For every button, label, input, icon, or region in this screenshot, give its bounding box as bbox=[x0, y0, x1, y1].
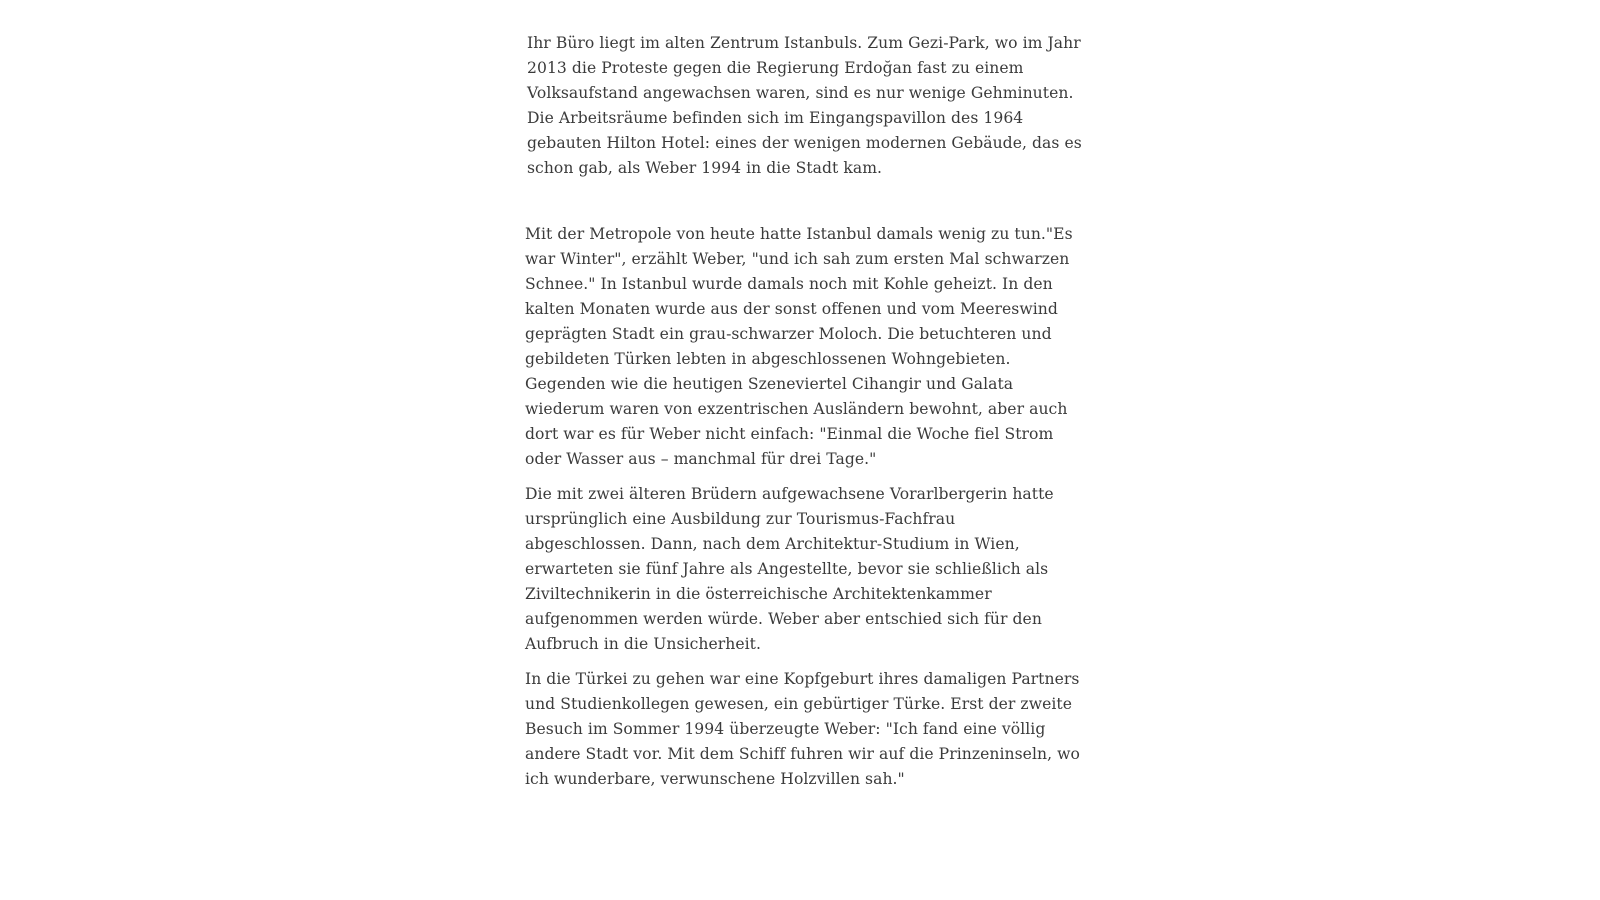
article-paragraph-3: Die mit zwei älteren Brüdern aufgewachsene Vorarlbergerin hatte ursprünglich eine Ausbildung zur Tourismus-Fachfrau abgeschlossen. Dann, nach dem Architektur-Studium in Wien, erwarteten sie fünf Jahre als Angestellte, bevor sie schließlich als Ziviltechnikerin in die österreichische Architektenkammer aufgenommen werden würde. Weber aber entschied sich für den Aufbruch in die Unsicherheit. bbox=[525, 485, 1054, 653]
article-paragraph-1: Ihr Büro liegt im alten Zentrum Istanbuls. Zum Gezi-Park, wo im Jahr 2013 die Proteste gegen die Regierung Erdoğan fast zu einem Volksaufstand angewachsen waren, sind es nur wenige Gehminuten. Die Arbeitsräume befinden sich im Eingangspavillon des 1964 gebauten Hilton Hotel: eines der wenigen modernen Gebäude, das es schon gab, als Weber 1994 in die Stadt kam. bbox=[527, 34, 1082, 177]
article-paragraph-2: Mit der Metropole von heute hatte Istanbul damals wenig zu tun."Es war Winter", erzählt Weber, "und ich sah zum ersten Mal schwarzen Schnee." In Istanbul wurde damals noch mit Kohle geheizt. In den kalten Monaten wurde aus der sonst offenen und vom Meereswind geprägten Stadt ein grau-schwarzer Moloch. Die betuchteren und gebildeten Türken lebten in abgeschlossenen Wohngebieten. Gegenden wie die heutigen Szeneviertel Cihangir und Galata wiederum waren von exzentrischen Ausländern bewohnt, aber auch dort war es für Weber nicht einfach: "Einmal die Woche fiel Strom oder Wasser aus – manchmal für drei Tage." bbox=[525, 225, 1073, 468]
article-body bbox=[525, 31, 1080, 802]
article-paragraph-4: In die Türkei zu gehen war eine Kopfgeburt ihres damaligen Partners und Studienkollegen gewesen, ein gebürtiger Türke. Erst der zweite Besuch im Sommer 1994 überzeugte Weber: "Ich fand eine völlig andere Stadt vor. Mit dem Schiff fuhren wir auf die Prinzeninseln, wo ich wunderbare, verwunschene Holzvillen sah." bbox=[525, 670, 1080, 788]
